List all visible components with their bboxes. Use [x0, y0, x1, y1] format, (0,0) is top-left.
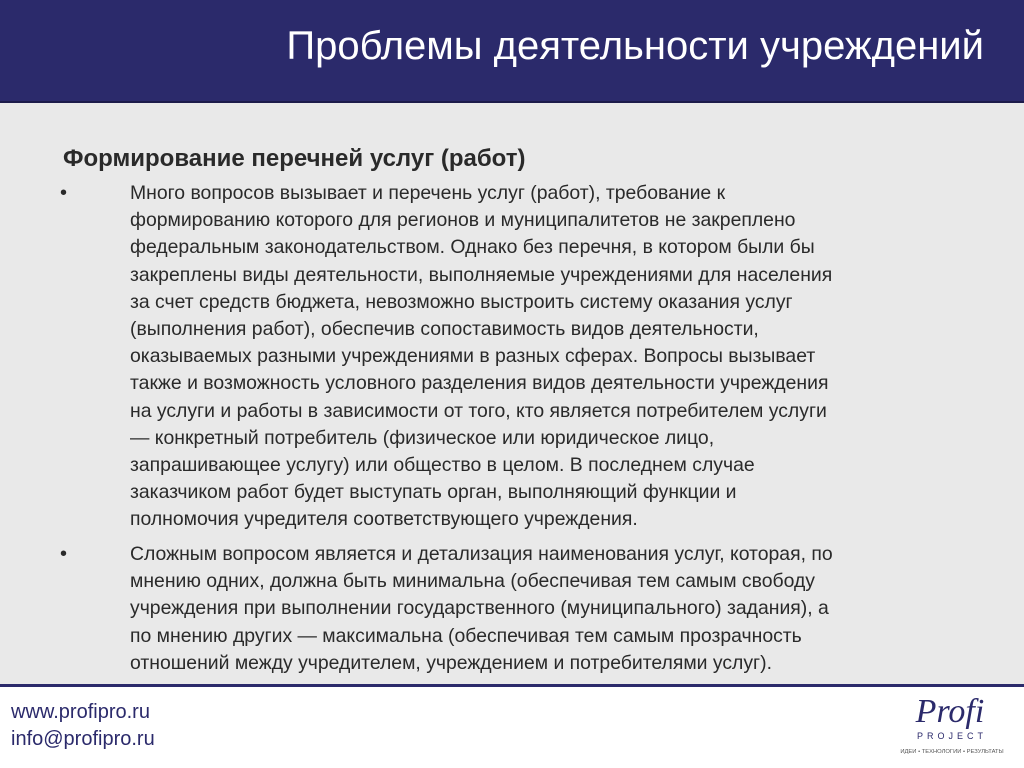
text-line: (выполнения работ), обеспечив сопоставимость видов деятельности, [130, 318, 759, 341]
logo-tagline: ИДЕИ • ТЕХНОЛОГИИ • РЕЗУЛЬТАТЫ [900, 749, 1004, 755]
text-line: на услуги и работы в зависимости от того, кто является потребителем услуги [130, 399, 827, 422]
text-line: федеральным законодательством. Однако без перечня, в котором были бы [130, 236, 815, 259]
page-title: Проблемы деятельности учреждений [286, 24, 984, 68]
logo-name: Profi [915, 693, 985, 730]
text-line: заказчиком работ будет выступать орган, выполняющий функции и [130, 481, 737, 504]
text-line: — конкретный потребитель (физическое или юридическое лицо, [130, 426, 715, 449]
text-line: закреплены виды деятельности, выполняемые учреждениями для населения [130, 263, 833, 286]
profi-project-logo [890, 690, 1015, 760]
text-line: за счет средств бюджета, невозможно выстроить систему оказания услуг [130, 290, 793, 313]
text-line: мнению одних, должна быть минимальна (обеспечивая тем самым свободу [130, 570, 815, 593]
header-bar [0, 0, 1024, 103]
section-title: Формирование перечней услуг (работ) [63, 145, 526, 172]
email-link[interactable]: info@profipro.ru [11, 728, 155, 750]
text-line: также и возможность условного разделения видов деятельности учреждения [130, 372, 829, 395]
text-line: по мнению других — максимальна (обеспечивая тем самым прозрачность [130, 624, 802, 647]
bullet-text-2 [130, 541, 980, 677]
text-line: отношений между учредителем, учреждением и потребителями услуг). [130, 651, 772, 674]
website-link[interactable]: www.profipro.ru [11, 701, 150, 723]
text-line: учреждения при выполнении государственного (муниципального) задания), а [130, 597, 829, 620]
bullet-text-1 [130, 180, 980, 534]
text-line: Много вопросов вызывает и перечень услуг (работ), требование к [130, 182, 726, 204]
text-line: запрашивающее услугу) или общество в целом. В последнем случае [130, 454, 755, 477]
text-line: Сложным вопросом является и детализация наименования услуг, которая, по [130, 543, 833, 565]
text-line: оказываемых разными учреждениями в разных сферах. Вопросы вызывает [130, 345, 816, 368]
logo-sub: PROJECT [916, 731, 988, 741]
text-line: полномочия учредителя соответствующего учреждения. [130, 508, 638, 531]
bullet-marker: • [60, 182, 68, 204]
text-line: формированию которого для регионов и муниципалитетов не закреплено [130, 209, 796, 232]
bullet-marker: • [60, 543, 68, 565]
